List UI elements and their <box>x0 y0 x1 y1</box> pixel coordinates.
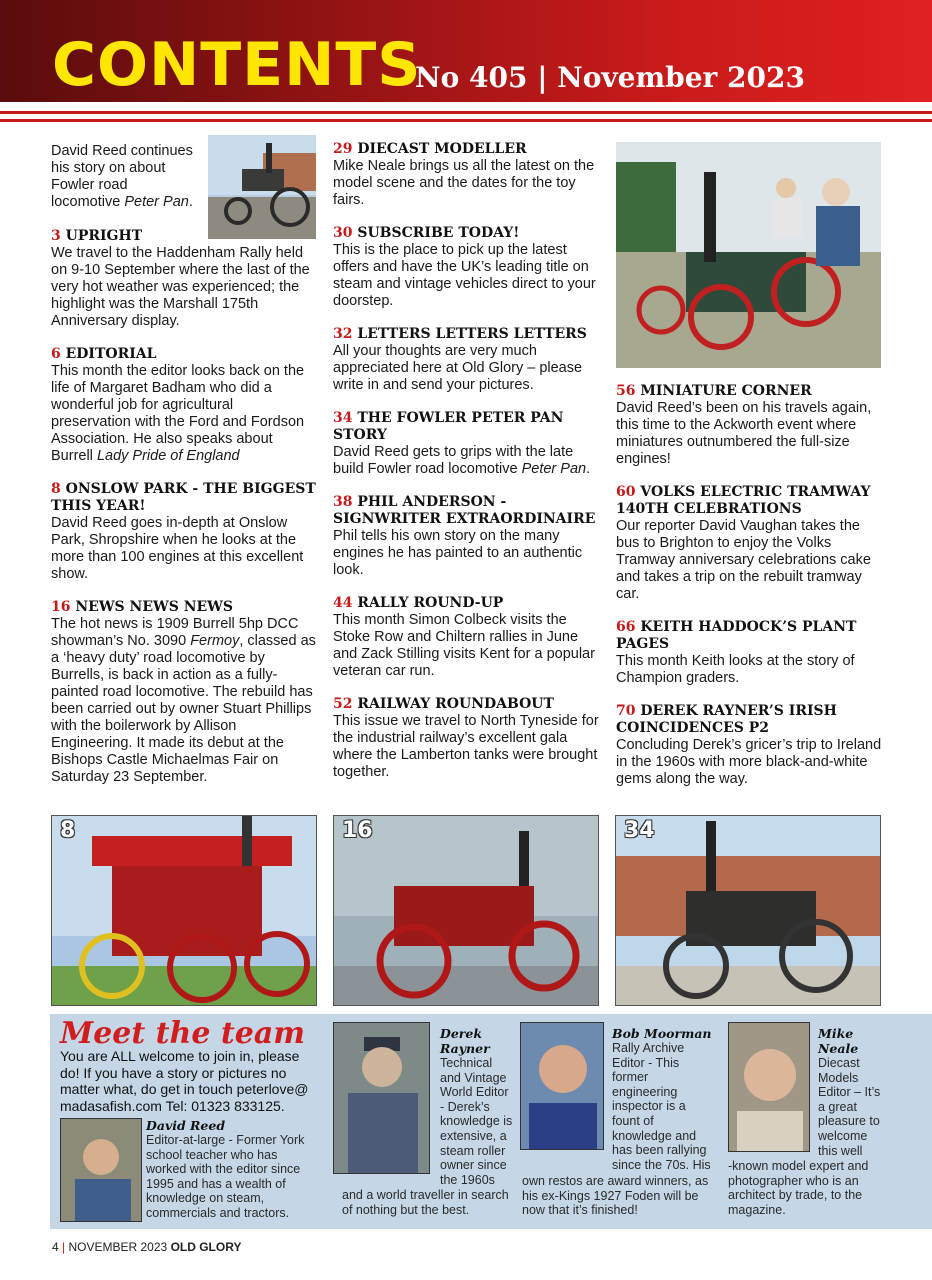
entry-title: RALLY ROUND-UP <box>357 595 504 611</box>
entry-title: KEITH HADDOCK’S PLANT PAGES <box>616 619 857 652</box>
toc-entry-6[interactable] <box>51 346 316 465</box>
page-number: 32 <box>333 326 353 342</box>
page-number: 38 <box>333 494 353 510</box>
footer-separator: | <box>62 1240 66 1254</box>
member-bio: Rally Archive Editor - This former engineering inspector is a fount of knowledge and has been rallying since the 70s. His <box>612 1041 711 1172</box>
page-number: 29 <box>333 141 353 157</box>
page-number: 34 <box>333 410 353 426</box>
entry-title: EDITORIAL <box>65 346 157 362</box>
entry-text: This month Keith looks at the story of Champion graders. <box>616 653 855 686</box>
team-heading: Meet the team <box>60 1016 306 1051</box>
entry-title: MINIATURE CORNER <box>640 383 812 399</box>
team-member-mike-neale <box>818 1026 884 1158</box>
meet-the-team-panel <box>50 1014 932 1229</box>
entry-text: This issue we travel to North Tyneside for the industrial railway’s excellent gala where the Lamberton tanks were brought together. <box>333 713 599 780</box>
entry-text: This month Simon Colbeck visits the Stoke Row and Chiltern rallies in June and Zack Stilling visits Kent for a popular veteran car run. <box>333 612 595 679</box>
entry-title: NEWS NEWS NEWS <box>75 599 234 615</box>
page-number: 52 <box>333 696 353 712</box>
entry-text: David Reed goes in-depth at Onslow Park, Shropshire when he looks at the more than 100 engines at this excellent show. <box>51 515 304 582</box>
page-number: 44 <box>333 595 353 611</box>
entry-text: This is the place to pick up the latest offers and have the UK’s leading title on steam and vintage vehicles direct to your doorstep. <box>333 242 596 309</box>
miniature-engine-illustration <box>616 142 881 368</box>
column-1 <box>51 143 316 802</box>
toc-entry-52[interactable] <box>333 696 601 781</box>
header-rule-1 <box>0 111 932 114</box>
entry-title: DIECAST MODELLER <box>357 141 527 157</box>
entry-text: Our reporter David Vaughan takes the bus to Brighton to enjoy the Volks Tramway anniversary celebrations cake and takes a trip on the rebuilt tramway car. <box>616 518 871 602</box>
toc-entry-8[interactable] <box>51 481 316 583</box>
fowler-engine-illustration <box>616 816 881 1006</box>
person-icon <box>334 1023 430 1174</box>
member-bio-continued: own restos are award winners, as his ex-Kings 1927 Foden will be now that it’s finished! <box>522 1174 709 1218</box>
intro-photo-peter-pan <box>208 135 316 239</box>
issue-label: No 405 | November 2023 <box>415 61 805 94</box>
entry-text: We travel to the Haddenham Rally held on 9-10 September where the last of the very hot weather was experienced; the highlight was the Marshall 175th Anniversary display. <box>51 245 310 329</box>
member-name: David Reed <box>146 1118 226 1133</box>
page-number: 60 <box>616 484 636 500</box>
page-footer <box>52 1240 241 1254</box>
showman-engine-illustration <box>52 816 317 1006</box>
toc-entry-70[interactable] <box>616 703 884 788</box>
toc-entry-38[interactable] <box>333 494 601 579</box>
avatar-david-reed <box>60 1118 142 1222</box>
entry-title: VOLKS ELECTRIC TRAMWAY 140TH CELEBRATIONS <box>616 484 871 517</box>
team-member-david-reed <box>146 1118 316 1221</box>
member-name: Derek Rayner <box>440 1026 490 1056</box>
footer-date: NOVEMBER 2023 <box>68 1240 168 1254</box>
page-number: 70 <box>616 703 636 719</box>
avatar-bob-moorman <box>520 1022 604 1150</box>
toc-entry-66[interactable] <box>616 619 884 687</box>
entry-title: RAILWAY ROUNDABOUT <box>357 696 554 712</box>
entry-title: UPRIGHT <box>65 228 143 244</box>
toc-entry-29[interactable] <box>333 141 601 209</box>
entry-text: Phil tells his own story on the many engines he has painted to an authentic look. <box>333 528 583 578</box>
member-bio-continued: and a world traveller in search of nothing but the best. <box>342 1188 509 1217</box>
avatar-mike-neale <box>728 1022 810 1152</box>
entry-text: This month the editor looks back on the life of Margaret Badham who did a wonderful job for agricultural preservation with the Ford and Fordson Association. He also speaks about Burrell Lady Pride of England <box>51 363 305 464</box>
person-icon <box>521 1023 604 1150</box>
member-name: Mike Neale <box>818 1026 859 1056</box>
footer-magazine-name: OLD GLORY <box>170 1240 242 1254</box>
entry-title: THE FOWLER PETER PAN STORY <box>333 410 564 443</box>
toc-entry-30[interactable] <box>333 225 601 310</box>
intro-entry: David Reed continues his story on about Fowler road locomotive Peter Pan. <box>51 143 193 210</box>
entry-text: Concluding Derek’s gricer’s trip to Ireland in the 1960s with more black-and-white gems along the way. <box>616 737 882 787</box>
person-icon <box>61 1119 142 1222</box>
photo-page-16[interactable] <box>333 815 599 1006</box>
entry-text: The hot news is 1909 Burrell 5hp DCC showman’s No. 3090 Fermoy, classed as a ‘heavy duty’ road locomotive by Burrells, is back in action as a fully-painted road locomotive. The rebuild has been carried out by owner Stuart Phillips with the boilerwork by Allison Engineering. It made its debut at the Bishops Castle Michaelmas Fair on Saturday 23 September. <box>51 616 316 785</box>
page-number: 16 <box>51 599 71 615</box>
member-bio: Editor-at-large - Former York school teacher who has worked with the editor since 1995 and has a wealth of knowledge on steam, commercials and tractors. <box>146 1133 305 1220</box>
avatar-derek-rayner <box>333 1022 430 1174</box>
column-2 <box>333 141 601 797</box>
photo-page-8[interactable] <box>51 815 317 1006</box>
member-bio-continued: -known model expert and photographer who is an architect by trade, to the magazine. <box>728 1159 869 1217</box>
page-number: 30 <box>333 225 353 241</box>
page-number: 56 <box>616 383 636 399</box>
team-member-bob-moorman <box>612 1026 714 1172</box>
entry-text: David Reed’s been on his travels again, this time to the Ackworth event where miniatures outnumbered the full-size engines! <box>616 400 872 467</box>
member-bio: Technical and Vintage World Editor - Derek’s knowledge is extensive, a steam roller owner since the 1960s <box>440 1056 513 1187</box>
miniature-engine-photo <box>616 142 881 368</box>
entry-title: LETTERS LETTERS LETTERS <box>357 326 587 342</box>
column-3 <box>616 383 884 804</box>
page-number: 8 <box>51 481 61 497</box>
page-number: 66 <box>616 619 636 635</box>
toc-entry-16[interactable] <box>51 599 316 786</box>
photo-page-badge: 8 <box>60 818 76 843</box>
page-number-footer: 4 <box>52 1240 59 1254</box>
entry-title: PHIL ANDERSON - SIGNWRITER EXTRAORDINAIRE <box>333 494 596 527</box>
page-title: CONTENTS <box>52 30 422 100</box>
member-bio: Diecast Models Editor – It’s a great pleasure to welcome this well <box>818 1056 881 1158</box>
person-icon <box>729 1023 810 1152</box>
entry-title: DEREK RAYNER’S IRISH COINCIDENCES P2 <box>616 703 837 736</box>
toc-entry-60[interactable] <box>616 484 884 603</box>
entry-text: David Reed gets to grips with the late build Fowler road locomotive Peter Pan. <box>333 444 591 477</box>
steam-engine-illustration <box>208 135 316 239</box>
entry-text: All your thoughts are very much appreciated here at Old Glory – please write in and send your pictures. <box>333 343 583 393</box>
header-rule-2 <box>0 119 932 122</box>
toc-entry-3[interactable] <box>51 228 316 330</box>
page-number: 6 <box>51 346 61 362</box>
toc-entry-34[interactable] <box>333 410 601 478</box>
member-name: Bob Moorman <box>612 1026 712 1041</box>
photo-page-badge: 16 <box>342 818 373 843</box>
toc-entry-32[interactable] <box>333 326 601 394</box>
entry-title: SUBSCRIBE TODAY! <box>357 225 520 241</box>
photo-page-34[interactable] <box>615 815 881 1006</box>
toc-entry-44[interactable] <box>333 595 601 680</box>
entry-title: ONSLOW PARK - THE BIGGEST THIS YEAR! <box>51 481 316 514</box>
toc-entry-56[interactable] <box>616 383 884 468</box>
team-intro: You are ALL welcome to join in, please do! If you have a story or pictures no matter what, do get in touch peterlove@ madasafish.com Tel: 01323 833125. <box>60 1048 309 1114</box>
photo-page-badge: 34 <box>624 818 655 843</box>
entry-text: Mike Neale brings us all the latest on the model scene and the dates for the toy fairs. <box>333 158 595 208</box>
burrell-engine-illustration <box>334 816 599 1006</box>
team-member-derek-rayner <box>440 1026 516 1187</box>
page-number: 3 <box>51 228 61 244</box>
header-banner <box>0 0 932 102</box>
